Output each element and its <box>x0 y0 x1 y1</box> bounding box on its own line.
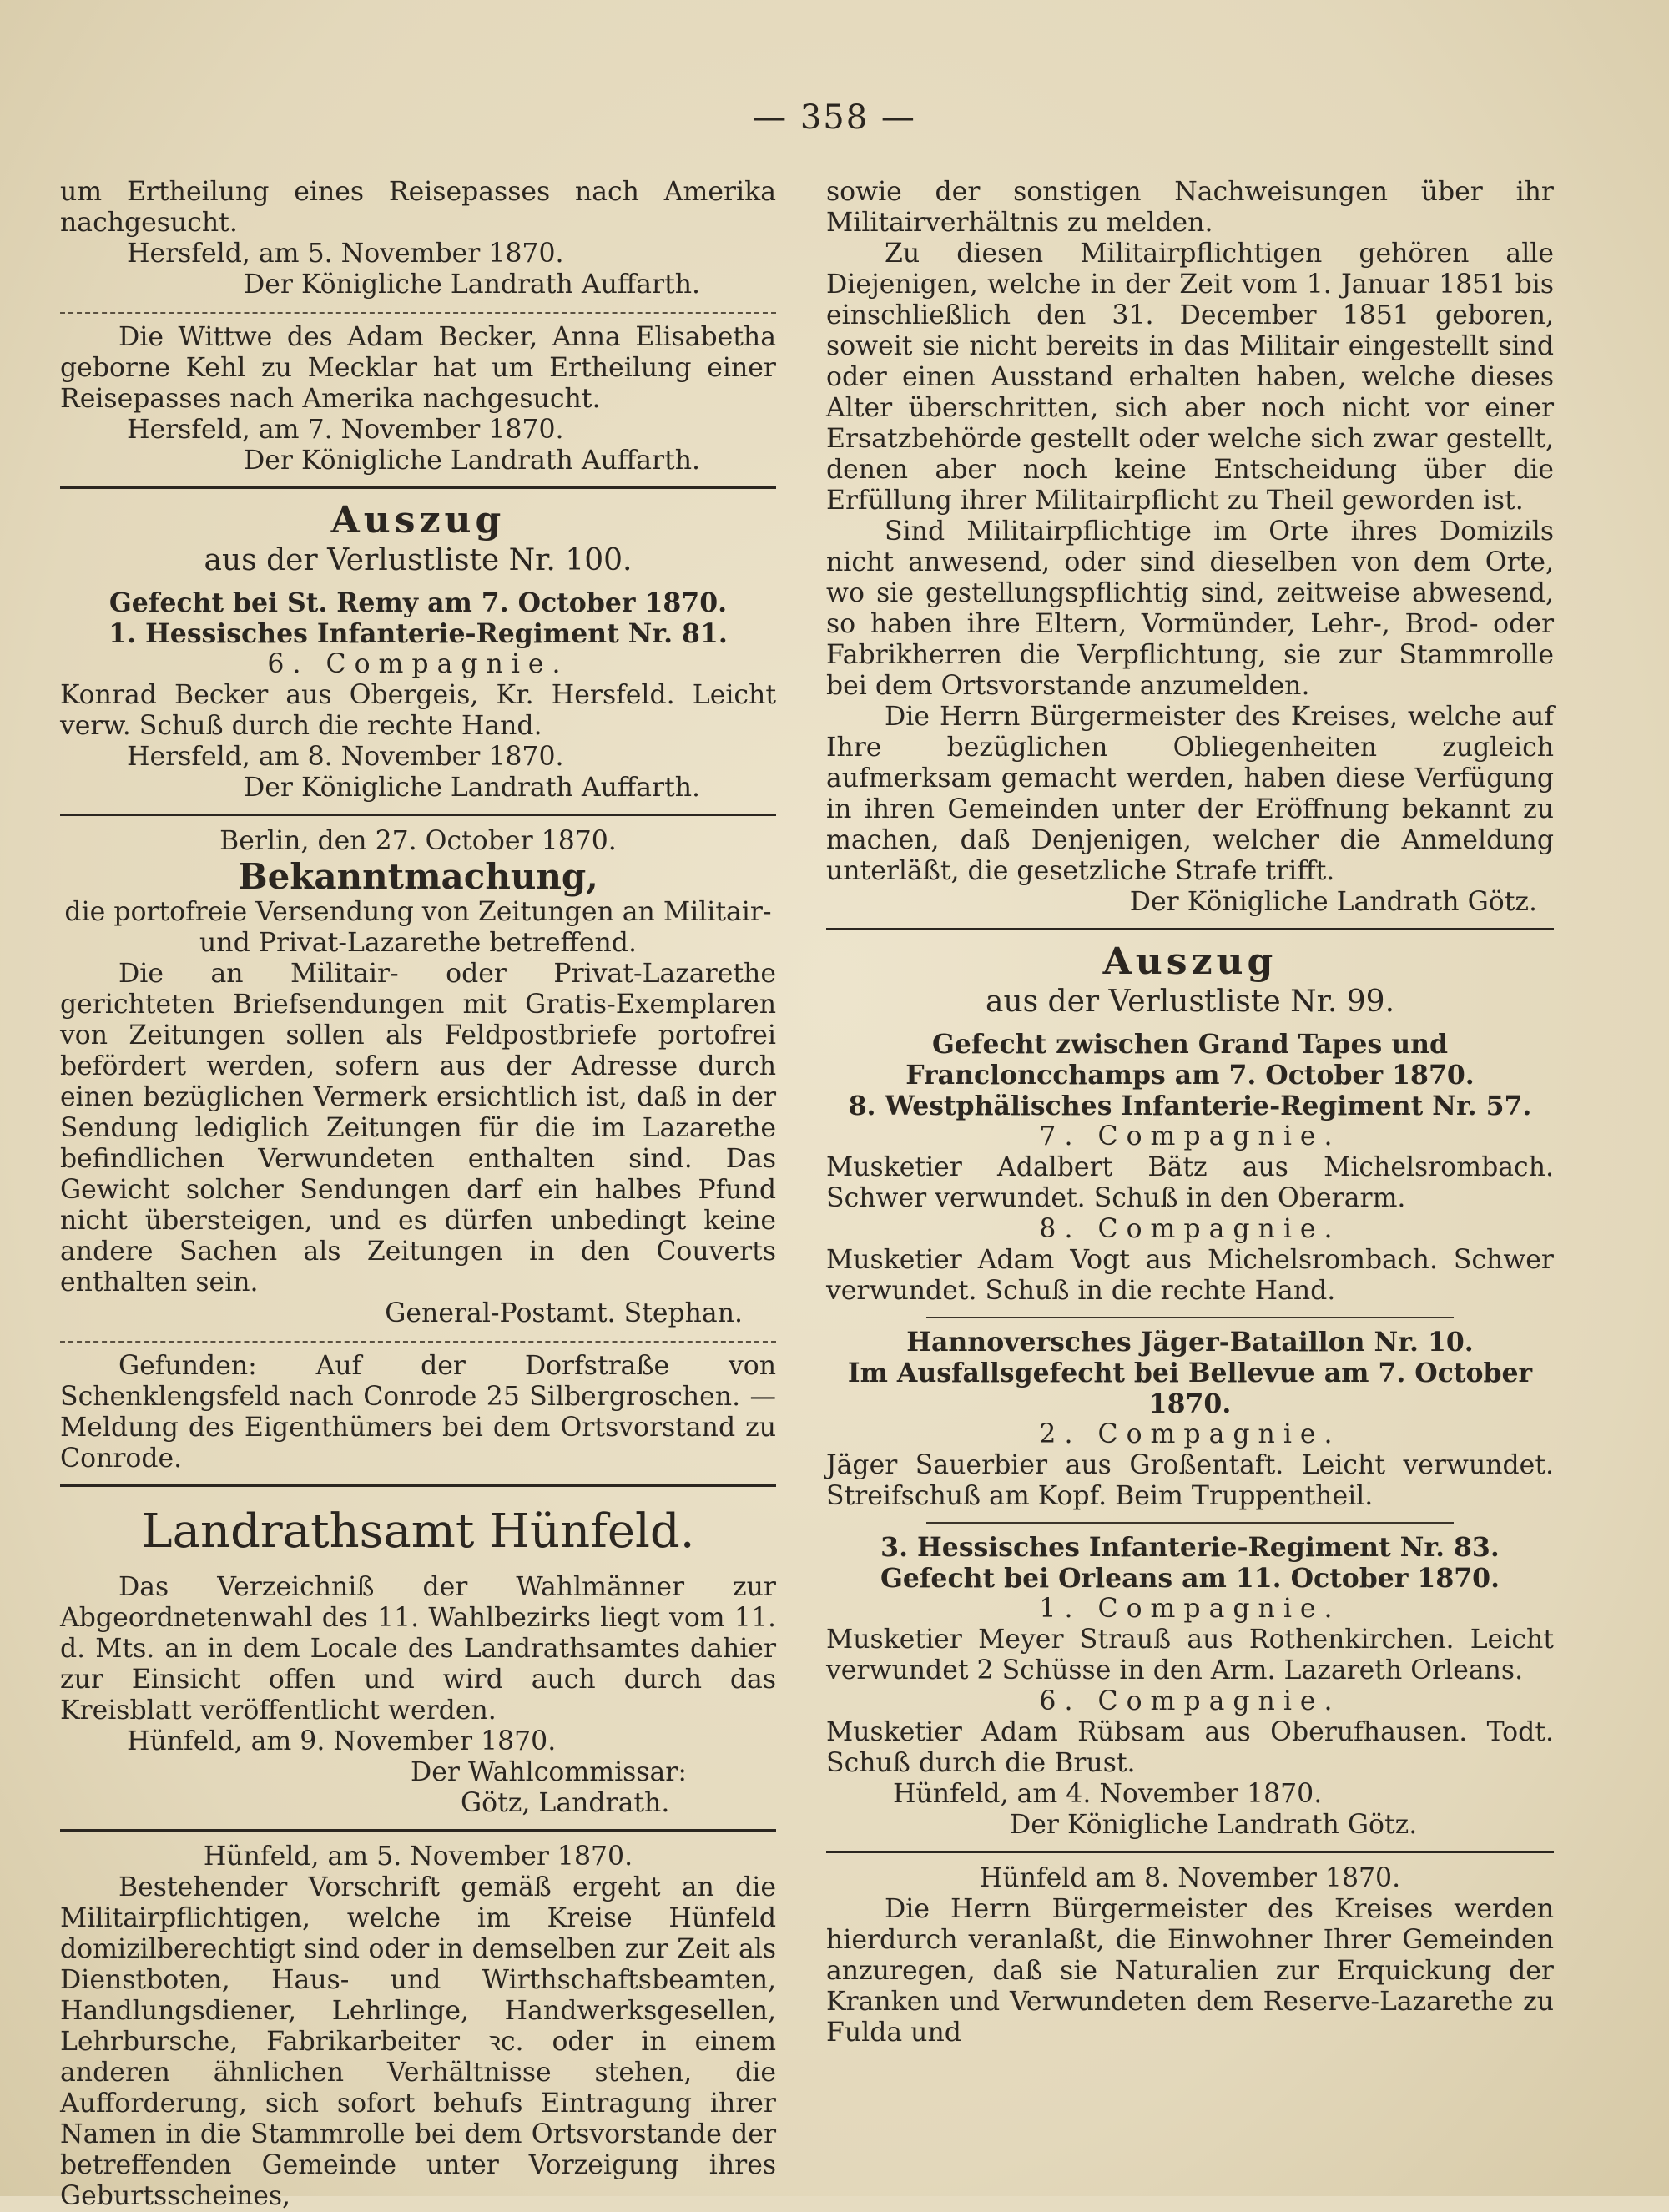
casualty-entry: Musketier Adam Vogt aus Michelsrombach. Schwer verwundet. Schuß in die rechte Hand. <box>826 1245 1554 1306</box>
divider <box>826 1851 1554 1853</box>
battle-heading: Gefecht zwischen Grand Tapes und Francloncchamps am 7. October 1870. <box>905 1029 1475 1091</box>
provisions-dateline: Hünfeld am 8. November 1870. <box>979 1863 1401 1893</box>
notice-date: Hersfeld, am 5. November 1870. <box>127 239 564 269</box>
casualty-entry: Musketier Meyer Strauß aus Rothenkirchen. Leicht verwundet 2 Schüsse in den Arm. Lazareth Orleans. <box>826 1625 1554 1685</box>
military-signature: Der Königliche Landrath Götz. <box>1129 887 1537 917</box>
extract-signature: Der Königliche Landrath Götz. <box>1010 1810 1418 1840</box>
company-heading: 7. Compagnie. <box>1039 1121 1341 1151</box>
military-dateline: Hünfeld, am 5. November 1870. <box>203 1842 633 1872</box>
military-paragraph: Die Herrn Bürgermeister des Kreises, welche auf Ihre bezüglichen Obliegenheiten zugleich aufmerksam gemacht werden, haben diese Verfügung in ihren Gemeinden unter der Eröffnung bekannt zu machen, daß Denjenigen, welcher die Anmeldung unterläßt, die gesetzliche Strafe trifft. <box>826 702 1554 886</box>
regiment-heading: 1. Hessisches Infanterie-Regiment Nr. 81. <box>108 618 728 649</box>
huenfeld-office <box>60 1502 776 1819</box>
extract-signature: Der Königliche Landrath Auffarth. <box>244 773 701 803</box>
company-heading: 6. Compagnie. <box>267 649 569 679</box>
military-paragraph: Sind Militairpflichtige im Orte ihres Domizils nicht anwesend, oder sind dieselben von dem Orte, wo sie gestellungspflichtig sind, zeitweise abwesend, so haben ihre Eltern, Vormünder, Lehr-, Brod- oder Fabrikherren die Verpflichtung, sie zur Stammrolle bei dem Ortsvorstande anzumelden. <box>826 516 1554 701</box>
notice-signature: Der Königliche Landrath Auffarth. <box>244 446 701 476</box>
regiment-heading: 8. Westphälisches Infanterie-Regiment Nr. 57. <box>848 1091 1532 1121</box>
casualty-entry: Musketier Adam Rübsam aus Oberufhausen. Todt. Schuß durch die Brust. <box>826 1717 1554 1778</box>
divider <box>926 1522 1454 1524</box>
passport-notice-2 <box>60 322 776 476</box>
notice-signature: General-Postamt. Stephan. <box>385 1298 743 1328</box>
divider <box>60 1341 776 1343</box>
provisions-body: Die Herrn Bürgermeister des Kreises werden hierdurch veranlaßt, die Einwohner Ihrer Gemeinden anzuregen, daß sie Naturalien zur Erquickung der Kranken und Verwundeten dem Reserve-Lazarethe zu Fulda und <box>826 1894 1554 2048</box>
notice-subtitle: die portofreie Versendung von Zeitungen an Militair- und Privat-Lazarethe betreffend. <box>64 897 772 958</box>
divider <box>60 312 776 314</box>
casualty-entry: Jäger Sauerbier aus Großentaft. Leicht verwundet. Streifschuß am Kopf. Beim Truppentheil. <box>826 1450 1554 1511</box>
divider <box>60 486 776 489</box>
military-body: Bestehender Vorschrift gemäß ergeht an die Militairpflichtigen, welche im Kreise Hünfeld domizilberechtigt sind oder in demselben zur Zeit als Dienstboten, Haus- und Wirthschaftsbeamten, Handlungsdiener, Lehrlinge, Handwerksgesellen, Lehrbursche, Fabrikarbeiter ꝛc. oder in einem anderen ähnlichen Verhältnisse stehen, die Aufforderung, sich sofort behufs Eintragung ihrer Namen in die Stammrolle bei dem Ortsvorstande der betreffenden Gemeinde unter Vorzeigung ihres Geburtsscheines, <box>60 1872 776 2211</box>
military-paragraph: sowie der sonstigen Nachweisungen über ihr Militairverhältnis zu melden. <box>826 177 1554 238</box>
extract-title: Auszug <box>330 499 506 542</box>
office-signature-name: Götz, Landrath. <box>461 1788 670 1818</box>
office-body: Das Verzeichniß der Wahlmänner zur Abgeordnetenwahl des 11. Wahlbezirks liegt vom 11. d. Mts. an in dem Locale des Landrathsamtes dahier zur Einsicht offen und wird auch durch das Kreisblatt veröffentlicht werden. <box>60 1572 776 1726</box>
notice-body: Die an Militair- oder Privat-Lazarethe gerichteten Briefsendungen mit Gratis-Exemplaren von Zeitungen sollen als Feldpostbriefe portofrei befördert werden, sofern aus der Adresse durch einen bezüglichen Vermerk ersichtlich ist, daß in der Sendung lediglich Zeitungen für die im Lazarethe befindlichen Verwundeten enthalten sind. Das Gewicht solcher Sendungen darf ein halbes Pfund nicht übersteigen, und es dürfen unbedingt keine andere Sachen als Zeitungen in den Couverts enthalten sein. <box>60 959 776 1297</box>
company-heading: 1. Compagnie. <box>1039 1594 1341 1624</box>
casualty-entry: Konrad Becker aus Obergeis, Kr. Hersfeld. Leicht verw. Schuß durch die rechte Hand. <box>60 680 776 741</box>
company-heading: 6. Compagnie. <box>1039 1686 1341 1716</box>
military-notice-continued <box>826 177 1554 918</box>
postal-notice <box>60 826 776 1329</box>
extract-date: Hünfeld, am 4. November 1870. <box>893 1779 1323 1809</box>
battle-heading: Gefecht bei St. Remy am 7. October 1870. <box>108 587 728 618</box>
notice-text: um Ertheilung eines Reisepasses nach Amerika nachgesucht. <box>60 177 776 238</box>
extract-date: Hersfeld, am 8. November 1870. <box>127 742 564 772</box>
notice-text: Die Wittwe des Adam Becker, Anna Elisabetha geborne Kehl zu Mecklar hat um Ertheilung einer Reisepasses nach Amerika nachgesucht. <box>60 322 776 414</box>
battle-heading: Gefecht bei Orleans am 11. October 1870. <box>880 1563 1500 1594</box>
casualty-extract-100 <box>60 499 776 804</box>
company-heading: 2. Compagnie. <box>1039 1419 1341 1449</box>
divider <box>60 814 776 816</box>
office-signature-title: Der Wahlcommissar: <box>411 1757 687 1787</box>
notice-dateline: Berlin, den 27. October 1870. <box>219 826 617 856</box>
left-column <box>60 177 776 2212</box>
military-notice <box>60 1842 776 2212</box>
extract-subtitle: aus der Verlustliste Nr. 100. <box>204 543 633 577</box>
page-number: — 358 — <box>753 98 916 137</box>
divider <box>60 1829 776 1832</box>
found-notice <box>60 1351 776 1474</box>
notice-title: Bekanntmachung, <box>238 856 598 897</box>
divider <box>60 1484 776 1487</box>
casualty-entry: Musketier Adalbert Bätz aus Michelsrombach. Schwer verwundet. Schuß in den Oberarm. <box>826 1152 1554 1213</box>
notice-signature: Der Königliche Landrath Auffarth. <box>244 270 701 300</box>
regiment-heading: Hannoversches Jäger-Bataillon Nr. 10. <box>906 1327 1474 1358</box>
company-heading: 8. Compagnie. <box>1039 1214 1341 1244</box>
military-paragraph: Zu diesen Militairpflichtigen gehören alle Diejenigen, welche in der Zeit vom 1. Januar 1851 bis einschließlich den 31. December 1851 geboren, soweit sie nicht bereits in das Militair eingestellt sind oder einen Ausstand erhalten haben, welche dieses Alter überschritten, sich aber noch nicht vor einer Ersatzbehörde gestellt oder welche sich zwar gestellt, denen aber noch keine Entscheidung über die Erfüllung ihrer Militairpflicht zu Theil geworden ist. <box>826 239 1554 516</box>
notice-date: Hersfeld, am 7. November 1870. <box>127 415 564 445</box>
divider <box>926 1317 1454 1318</box>
divider <box>826 928 1554 930</box>
office-title: Landrathsamt Hünfeld. <box>141 1504 695 1559</box>
battle-heading: Im Ausfallsgefecht bei Bellevue am 7. October 1870. <box>847 1358 1533 1419</box>
casualty-extract-99 <box>826 940 1554 1841</box>
found-text: Gefunden: Auf der Dorfstraße von Schenklengsfeld nach Conrode 25 Silbergroschen. — Meldung des Eigenthümers bei dem Ortsvorstand zu Conrode. <box>60 1351 776 1474</box>
regiment-heading: 3. Hessisches Infanterie-Regiment Nr. 83. <box>880 1532 1500 1563</box>
passport-notice-1 <box>60 177 776 300</box>
extract-title: Auszug <box>1102 940 1278 983</box>
office-date: Hünfeld, am 9. November 1870. <box>127 1726 557 1756</box>
right-column <box>826 177 1554 2048</box>
extract-subtitle: aus der Verlustliste Nr. 99. <box>985 985 1395 1019</box>
provisions-notice <box>826 1863 1554 2048</box>
